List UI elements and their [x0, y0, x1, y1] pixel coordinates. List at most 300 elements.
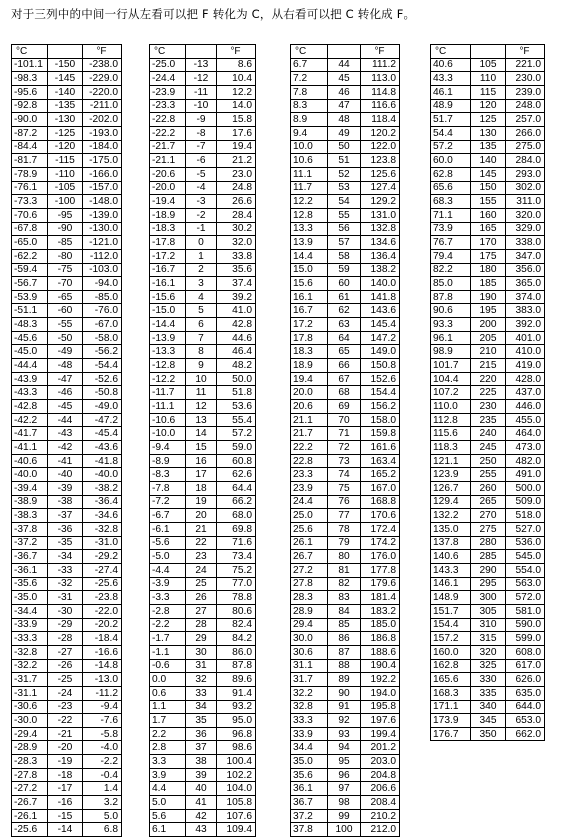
table-row [291, 113, 400, 127]
table-row [431, 154, 545, 168]
celsius-cell: -81.7 [12, 154, 48, 168]
fahrenheit-cell: 455.0 [506, 413, 545, 427]
table-row [431, 181, 545, 195]
table-row [431, 304, 545, 318]
celsius-cell: -4.4 [150, 563, 186, 577]
fahrenheit-cell: 145.4 [361, 318, 400, 332]
value-cell: -13 [186, 58, 217, 72]
value-cell: -105 [48, 181, 83, 195]
table-row [12, 454, 122, 468]
value-cell: 155 [471, 195, 506, 209]
value-cell: 235 [471, 413, 506, 427]
celsius-cell: -2.2 [150, 618, 186, 632]
value-cell: 14 [186, 427, 217, 441]
table-row [291, 236, 400, 250]
fahrenheit-cell: 165.2 [361, 468, 400, 482]
table-row [291, 659, 400, 673]
celsius-cell: 76.7 [431, 236, 471, 250]
fahrenheit-cell: 626.0 [506, 673, 545, 687]
celsius-cell: 101.7 [431, 359, 471, 373]
table-row [431, 113, 545, 127]
celsius-cell: -30.6 [12, 700, 48, 714]
celsius-cell: 62.8 [431, 167, 471, 181]
value-cell: 69 [328, 400, 361, 414]
fahrenheit-header: °F [506, 45, 545, 59]
celsius-cell: 18.9 [291, 359, 328, 373]
value-cell: 54 [328, 195, 361, 209]
value-cell: 3 [186, 277, 217, 291]
value-cell: 34 [186, 700, 217, 714]
fahrenheit-cell: 150.8 [361, 359, 400, 373]
conversion-table-4 [430, 44, 545, 741]
value-cell: 59 [328, 263, 361, 277]
fahrenheit-cell: -31.0 [83, 536, 122, 550]
value-cell: 50 [328, 140, 361, 154]
value-cell: 28 [186, 618, 217, 632]
value-cell: 330 [471, 673, 506, 687]
value-cell: 130 [471, 126, 506, 140]
fahrenheit-cell: 68.0 [217, 509, 256, 523]
celsius-header: °C [12, 45, 48, 59]
value-cell: 23 [186, 550, 217, 564]
value-cell: -75 [48, 263, 83, 277]
table-row [150, 413, 256, 427]
table-row [150, 741, 256, 755]
value-cell: 180 [471, 263, 506, 277]
celsius-cell: -95.6 [12, 85, 48, 99]
celsius-cell: 151.7 [431, 604, 471, 618]
celsius-cell: 7.2 [291, 72, 328, 86]
table-row [150, 823, 256, 837]
celsius-cell: -9.4 [150, 441, 186, 455]
value-cell: -140 [48, 85, 83, 99]
table-row [431, 99, 545, 113]
celsius-cell: -14.4 [150, 318, 186, 332]
value-cell: 7 [186, 331, 217, 345]
fahrenheit-cell: 77.0 [217, 577, 256, 591]
fahrenheit-cell: 284.0 [506, 154, 545, 168]
celsius-cell: 10.6 [291, 154, 328, 168]
fahrenheit-cell: 78.8 [217, 591, 256, 605]
value-cell: 88 [328, 659, 361, 673]
value-cell: 29 [186, 632, 217, 646]
table-row [12, 673, 122, 687]
fahrenheit-cell: 28.4 [217, 208, 256, 222]
value-cell: 68 [328, 386, 361, 400]
table-row [150, 236, 256, 250]
celsius-cell: 4.4 [150, 782, 186, 796]
fahrenheit-header: °F [83, 45, 122, 59]
celsius-cell: 176.7 [431, 727, 471, 741]
fahrenheit-cell: 107.6 [217, 809, 256, 823]
table-row [431, 290, 545, 304]
celsius-cell: -35.6 [12, 577, 48, 591]
value-cell: 115 [471, 85, 506, 99]
table-row [12, 372, 122, 386]
value-cell: 175 [471, 249, 506, 263]
value-cell: 41 [186, 796, 217, 810]
table-row [150, 140, 256, 154]
value-cell: -70 [48, 277, 83, 291]
table-row [431, 359, 545, 373]
table-row [12, 591, 122, 605]
fahrenheit-cell: 374.0 [506, 290, 545, 304]
fahrenheit-cell: 62.6 [217, 468, 256, 482]
value-cell: 77 [328, 509, 361, 523]
fahrenheit-cell: 170.6 [361, 509, 400, 523]
celsius-cell: 85.0 [431, 277, 471, 291]
fahrenheit-cell: 204.8 [361, 768, 400, 782]
fahrenheit-cell: 123.8 [361, 154, 400, 168]
value-cell: 15 [186, 441, 217, 455]
value-cell: 33 [186, 686, 217, 700]
fahrenheit-cell: 51.8 [217, 386, 256, 400]
conversion-table-3 [290, 44, 400, 837]
table-row [150, 645, 256, 659]
fahrenheit-cell: 140.0 [361, 277, 400, 291]
value-cell: 65 [328, 345, 361, 359]
fahrenheit-cell: 617.0 [506, 659, 545, 673]
celsius-cell: 157.2 [431, 632, 471, 646]
fahrenheit-cell: -130.0 [83, 222, 122, 236]
celsius-cell: 19.4 [291, 372, 328, 386]
value-cell: -120 [48, 140, 83, 154]
table-row [12, 632, 122, 646]
fahrenheit-cell: 572.0 [506, 591, 545, 605]
table-row [291, 495, 400, 509]
table-row [431, 591, 545, 605]
fahrenheit-cell: 185.0 [361, 618, 400, 632]
celsius-cell: -90.0 [12, 113, 48, 127]
celsius-cell: -40.6 [12, 454, 48, 468]
table-row [291, 386, 400, 400]
fahrenheit-cell: -20.2 [83, 618, 122, 632]
fahrenheit-cell: 5.0 [83, 809, 122, 823]
fahrenheit-cell: -50.8 [83, 386, 122, 400]
fahrenheit-cell: -43.6 [83, 441, 122, 455]
celsius-cell: -42.2 [12, 413, 48, 427]
fahrenheit-cell: 12.2 [217, 85, 256, 99]
value-cell: -25 [48, 673, 83, 687]
value-cell: -11 [186, 85, 217, 99]
value-cell: -32 [48, 577, 83, 591]
fahrenheit-cell: 89.6 [217, 673, 256, 687]
value-cell: 61 [328, 290, 361, 304]
fahrenheit-cell: -25.6 [83, 577, 122, 591]
value-cell: 335 [471, 686, 506, 700]
celsius-cell: -6.7 [150, 509, 186, 523]
value-cell: 285 [471, 550, 506, 564]
celsius-cell: 148.9 [431, 591, 471, 605]
value-cell: 255 [471, 468, 506, 482]
celsius-cell: -67.8 [12, 222, 48, 236]
table-row [150, 768, 256, 782]
table-row [291, 782, 400, 796]
fahrenheit-cell: 590.0 [506, 618, 545, 632]
fahrenheit-cell: 6.8 [83, 823, 122, 837]
value-cell: -145 [48, 72, 83, 86]
fahrenheit-cell: 581.0 [506, 604, 545, 618]
fahrenheit-cell: 66.2 [217, 495, 256, 509]
celsius-cell: -43.9 [12, 372, 48, 386]
table-row [12, 714, 122, 728]
fahrenheit-cell: 311.0 [506, 195, 545, 209]
fahrenheit-cell: 177.8 [361, 563, 400, 577]
celsius-cell: -1.1 [150, 645, 186, 659]
value-cell: 185 [471, 277, 506, 291]
fahrenheit-cell: 482.0 [506, 454, 545, 468]
value-cell: -16 [48, 796, 83, 810]
table-row [12, 495, 122, 509]
fahrenheit-cell: 21.2 [217, 154, 256, 168]
celsius-cell: 5.6 [150, 809, 186, 823]
fahrenheit-cell: 329.0 [506, 222, 545, 236]
fahrenheit-cell: 437.0 [506, 386, 545, 400]
table-row [12, 782, 122, 796]
table-row [431, 58, 545, 72]
value-cell: 265 [471, 495, 506, 509]
table-row [291, 714, 400, 728]
fahrenheit-cell: -67.0 [83, 318, 122, 332]
table-row [12, 563, 122, 577]
fahrenheit-cell: 154.4 [361, 386, 400, 400]
table-row [150, 700, 256, 714]
celsius-cell: 129.4 [431, 495, 471, 509]
fahrenheit-cell: -112.0 [83, 249, 122, 263]
value-cell: -27 [48, 645, 83, 659]
table-row [12, 522, 122, 536]
value-cell: 205 [471, 331, 506, 345]
table-row [12, 796, 122, 810]
celsius-cell: 32.8 [291, 700, 328, 714]
fahrenheit-cell: -193.0 [83, 126, 122, 140]
value-cell: 79 [328, 536, 361, 550]
table-row [12, 113, 122, 127]
value-cell: 305 [471, 604, 506, 618]
celsius-cell: -27.8 [12, 768, 48, 782]
value-cell: -110 [48, 167, 83, 181]
value-cell: 42 [186, 809, 217, 823]
fahrenheit-cell: 152.6 [361, 372, 400, 386]
celsius-cell: 79.4 [431, 249, 471, 263]
value-cell: 38 [186, 755, 217, 769]
fahrenheit-cell: 73.4 [217, 550, 256, 564]
fahrenheit-cell: 239.0 [506, 85, 545, 99]
fahrenheit-cell: 132.8 [361, 222, 400, 236]
fahrenheit-cell: 293.0 [506, 167, 545, 181]
fahrenheit-cell: 30.2 [217, 222, 256, 236]
table-row [150, 208, 256, 222]
table-row [431, 222, 545, 236]
table-header-row [150, 45, 256, 59]
celsius-cell: -16.7 [150, 263, 186, 277]
fahrenheit-cell: 545.0 [506, 550, 545, 564]
value-cell: -5 [186, 167, 217, 181]
fahrenheit-cell: 275.0 [506, 140, 545, 154]
table-row [291, 522, 400, 536]
value-cell: 24 [186, 563, 217, 577]
table-row [12, 181, 122, 195]
celsius-cell: 37.8 [291, 823, 328, 837]
table-row [291, 249, 400, 263]
celsius-cell: -36.7 [12, 550, 48, 564]
table-row [12, 72, 122, 86]
table-row [291, 755, 400, 769]
fahrenheit-cell: 662.0 [506, 727, 545, 741]
celsius-cell: 31.1 [291, 659, 328, 673]
celsius-cell: 162.8 [431, 659, 471, 673]
fahrenheit-cell: 24.8 [217, 181, 256, 195]
celsius-cell: 32.2 [291, 686, 328, 700]
celsius-cell: 40.6 [431, 58, 471, 72]
celsius-cell: 168.3 [431, 686, 471, 700]
celsius-cell: -40.0 [12, 468, 48, 482]
fahrenheit-cell: -47.2 [83, 413, 122, 427]
fahrenheit-cell: 190.4 [361, 659, 400, 673]
table-row [150, 495, 256, 509]
value-cell: 165 [471, 222, 506, 236]
fahrenheit-cell: 75.2 [217, 563, 256, 577]
celsius-cell: 87.8 [431, 290, 471, 304]
fahrenheit-cell: -184.0 [83, 140, 122, 154]
fahrenheit-cell: 26.6 [217, 195, 256, 209]
value-cell: 22 [186, 536, 217, 550]
table-row [150, 72, 256, 86]
value-cell: 94 [328, 741, 361, 755]
value-cell: 27 [186, 604, 217, 618]
value-cell: -150 [48, 58, 83, 72]
value-cell: 4 [186, 290, 217, 304]
value-cell: 72 [328, 441, 361, 455]
celsius-cell: -24.4 [150, 72, 186, 86]
table-row [150, 727, 256, 741]
table-row [150, 454, 256, 468]
table-row [291, 290, 400, 304]
celsius-cell: -62.2 [12, 249, 48, 263]
fahrenheit-cell: -22.0 [83, 604, 122, 618]
table-row [150, 604, 256, 618]
value-cell: -90 [48, 222, 83, 236]
value-cell: 12 [186, 400, 217, 414]
table-row [12, 126, 122, 140]
table-row [291, 140, 400, 154]
fahrenheit-cell: 8.6 [217, 58, 256, 72]
table-row [291, 823, 400, 837]
fahrenheit-cell: 41.0 [217, 304, 256, 318]
celsius-cell: -15.0 [150, 304, 186, 318]
value-cell: -1 [186, 222, 217, 236]
fahrenheit-cell: 464.0 [506, 427, 545, 441]
table-row [291, 741, 400, 755]
table-row [431, 454, 545, 468]
table-row [291, 331, 400, 345]
value-cell: 315 [471, 632, 506, 646]
value-cell: 43 [186, 823, 217, 837]
fahrenheit-cell: -49.0 [83, 400, 122, 414]
fahrenheit-cell: 53.6 [217, 400, 256, 414]
value-cell: 60 [328, 277, 361, 291]
table-row [150, 167, 256, 181]
fahrenheit-cell: 116.6 [361, 99, 400, 113]
celsius-cell: 14.4 [291, 249, 328, 263]
celsius-cell: 37.2 [291, 809, 328, 823]
table-row [12, 618, 122, 632]
celsius-cell: -7.2 [150, 495, 186, 509]
celsius-cell: 26.7 [291, 550, 328, 564]
table-row [12, 167, 122, 181]
value-cell: 100 [328, 823, 361, 837]
celsius-cell: 0.0 [150, 673, 186, 687]
fahrenheit-cell: 401.0 [506, 331, 545, 345]
table-row [150, 509, 256, 523]
fahrenheit-cell: 111.2 [361, 58, 400, 72]
celsius-cell: 21.1 [291, 413, 328, 427]
value-cell: -47 [48, 372, 83, 386]
table-row [150, 536, 256, 550]
table-row [431, 509, 545, 523]
table-row [291, 181, 400, 195]
celsius-cell: -21.1 [150, 154, 186, 168]
fahrenheit-cell: -229.0 [83, 72, 122, 86]
fahrenheit-cell: 197.6 [361, 714, 400, 728]
celsius-cell: 28.9 [291, 604, 328, 618]
table-row [291, 727, 400, 741]
fahrenheit-cell: 608.0 [506, 645, 545, 659]
value-cell: 105 [471, 58, 506, 72]
value-cell: -34 [48, 550, 83, 564]
table-row [291, 468, 400, 482]
celsius-cell: 90.6 [431, 304, 471, 318]
value-cell: 39 [186, 768, 217, 782]
value-cell: 52 [328, 167, 361, 181]
table-row [150, 441, 256, 455]
value-cell: 290 [471, 563, 506, 577]
table-row [431, 441, 545, 455]
value-cell: 245 [471, 441, 506, 455]
celsius-cell: 73.9 [431, 222, 471, 236]
table-row [150, 618, 256, 632]
celsius-cell: -11.7 [150, 386, 186, 400]
value-cell: -26 [48, 659, 83, 673]
value-cell: 215 [471, 359, 506, 373]
celsius-cell: -8.9 [150, 454, 186, 468]
celsius-cell: 29.4 [291, 618, 328, 632]
value-cell: 63 [328, 318, 361, 332]
table-row [150, 331, 256, 345]
table-row [12, 195, 122, 209]
table-row [291, 700, 400, 714]
celsius-cell: 28.3 [291, 591, 328, 605]
value-cell: 26 [186, 591, 217, 605]
value-cell: 86 [328, 632, 361, 646]
celsius-cell: -35.0 [12, 591, 48, 605]
celsius-cell: -45.6 [12, 331, 48, 345]
table-row [12, 645, 122, 659]
celsius-cell: 1.7 [150, 714, 186, 728]
value-cell: -60 [48, 304, 83, 318]
fahrenheit-cell: 179.6 [361, 577, 400, 591]
value-cell: 81 [328, 563, 361, 577]
value-cell: 71 [328, 427, 361, 441]
table-row [12, 536, 122, 550]
table-row [12, 509, 122, 523]
fahrenheit-cell: 129.2 [361, 195, 400, 209]
celsius-cell: -15.6 [150, 290, 186, 304]
celsius-cell: -20.0 [150, 181, 186, 195]
table-row [150, 550, 256, 564]
value-cell: 66 [328, 359, 361, 373]
table-row [12, 249, 122, 263]
